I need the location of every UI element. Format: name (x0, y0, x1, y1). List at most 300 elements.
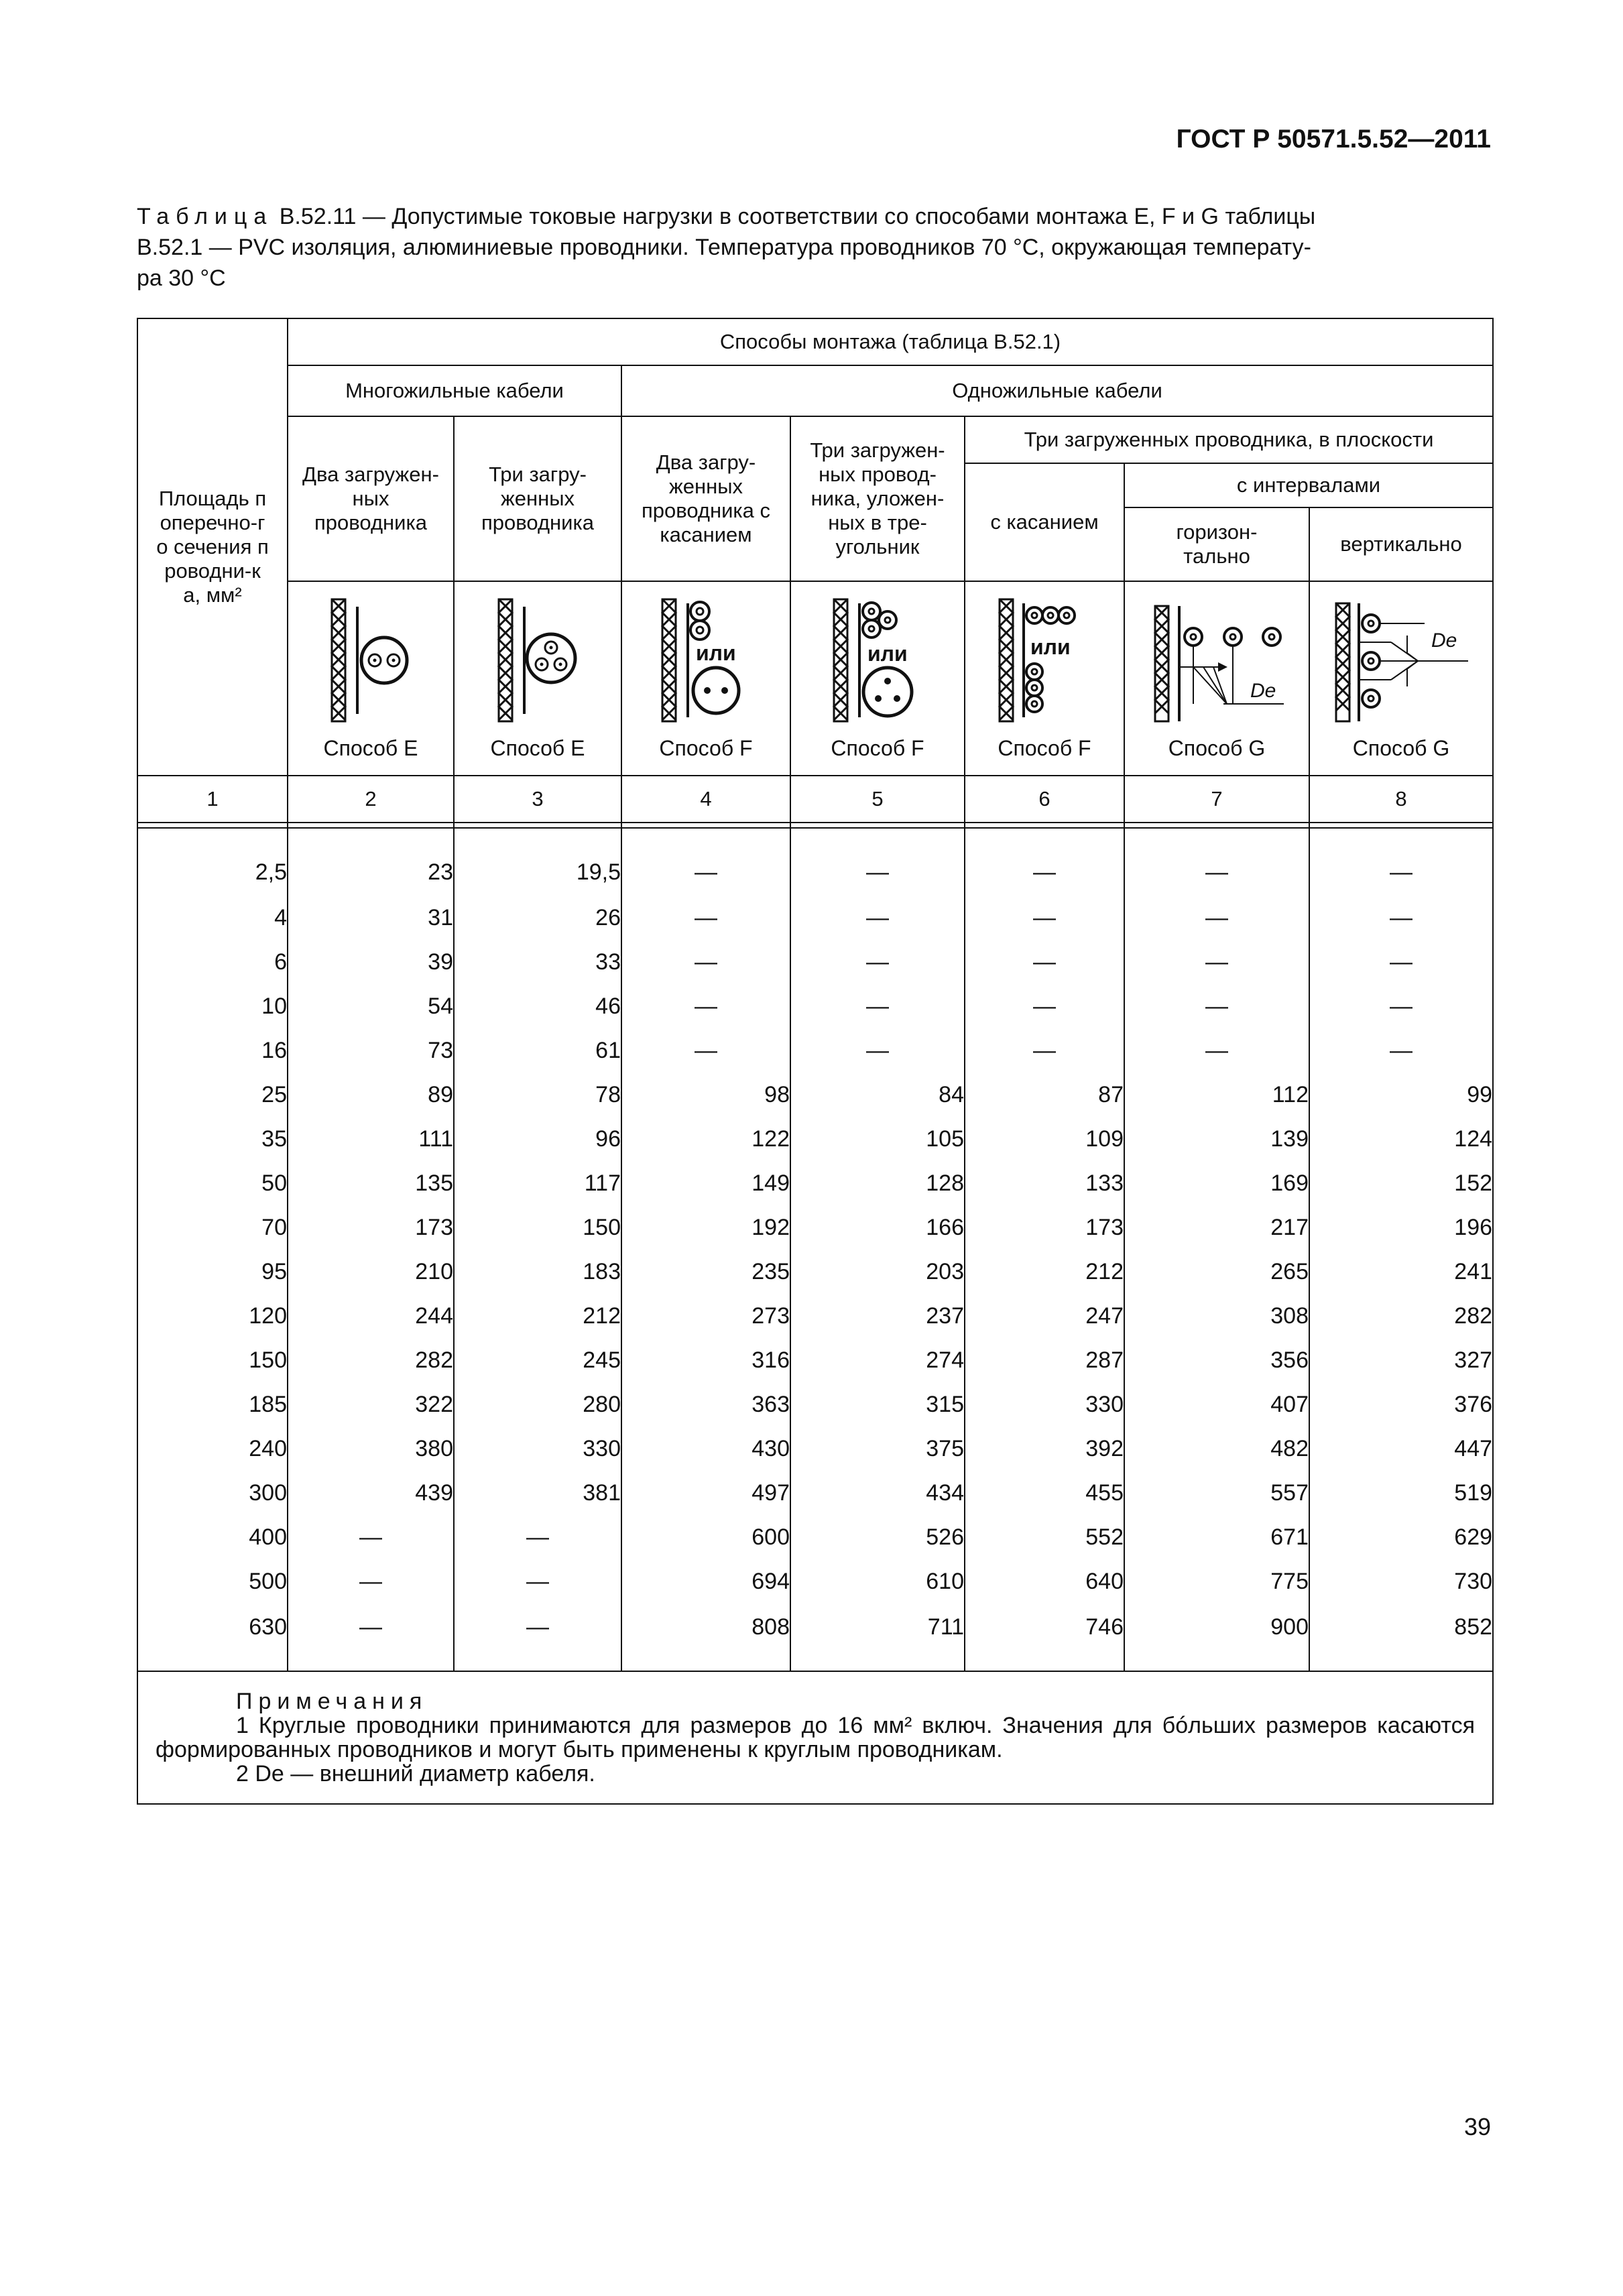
col4-header-text: Два загру-женных проводника с касанием (641, 450, 771, 546)
method-f-two-touching (621, 581, 790, 776)
cell-value: 287 (1085, 1347, 1124, 1373)
current-cell (288, 1250, 454, 1294)
current-cell (790, 1471, 965, 1515)
cell-value: 73 (428, 1038, 453, 1063)
method-f-three-trefoil (790, 581, 965, 776)
current-cell (965, 1427, 1124, 1471)
table-row (137, 1028, 1493, 1073)
cell-value: — (1033, 905, 1056, 930)
method-g-horizontal (1124, 581, 1309, 776)
column-number-row (137, 776, 1493, 823)
current-cell (621, 940, 790, 984)
table-row (137, 984, 1493, 1028)
table-row (137, 1471, 1493, 1515)
current-cell (1309, 1294, 1493, 1338)
cell-value: 330 (583, 1436, 621, 1461)
current-cell (621, 1205, 790, 1250)
current-cell (965, 1028, 1124, 1073)
current-cell (621, 1250, 790, 1294)
cell-value: — (1205, 1038, 1228, 1063)
col-number: 5 (790, 776, 965, 823)
cell-value: 96 (595, 1126, 621, 1152)
cell-value: 4 (274, 905, 287, 930)
current-cell (965, 1604, 1124, 1671)
cell-value: 482 (1270, 1436, 1309, 1461)
current-cell (288, 940, 454, 984)
current-cell (621, 1382, 790, 1427)
current-cell (1124, 984, 1309, 1028)
cell-value: 192 (752, 1215, 790, 1240)
cell-value: — (1390, 859, 1412, 885)
area-cell (137, 1161, 288, 1205)
area-cell (137, 1073, 288, 1117)
cell-value: 308 (1270, 1303, 1309, 1329)
current-cell (1309, 1515, 1493, 1559)
cell-value: 808 (752, 1614, 790, 1640)
current-cell (790, 984, 965, 1028)
current-cell (965, 896, 1124, 940)
cell-value: — (695, 859, 717, 885)
current-cell (621, 1028, 790, 1073)
current-cell (1309, 1471, 1493, 1515)
current-cell (454, 1073, 621, 1117)
current-cell (288, 1427, 454, 1471)
cell-value: 557 (1270, 1480, 1309, 1506)
current-ratings-table (137, 318, 1494, 1805)
current-cell (454, 1559, 621, 1604)
horizontal-header-text: горизон-тально (1176, 520, 1258, 568)
cell-value: — (1205, 859, 1228, 885)
cell-value: 400 (249, 1524, 287, 1550)
cell-value: — (1033, 859, 1056, 885)
method-label: Способ G (1168, 736, 1266, 760)
cell-value: — (359, 1614, 382, 1640)
cell-value: 552 (1085, 1524, 1124, 1550)
current-cell (288, 1382, 454, 1427)
cell-value: 112 (1272, 1082, 1309, 1107)
cell-value: 282 (415, 1347, 453, 1373)
current-cell (621, 1073, 790, 1117)
current-cell (1309, 1161, 1493, 1205)
current-cell (790, 1028, 965, 1073)
cell-value: 150 (249, 1347, 287, 1373)
cell-value: 50 (261, 1170, 287, 1196)
cell-value: 852 (1454, 1614, 1493, 1640)
cell-value: 280 (583, 1392, 621, 1417)
note-2: 2 De — внешний диаметр кабеля. (236, 1761, 595, 1787)
cell-value: 630 (249, 1614, 287, 1640)
area-cell (137, 1205, 288, 1250)
current-cell (790, 828, 965, 896)
current-cell (288, 896, 454, 940)
current-cell (1124, 1205, 1309, 1250)
cell-value: — (866, 1038, 889, 1063)
cell-value: 407 (1270, 1392, 1309, 1417)
col-number: 4 (621, 776, 790, 823)
cell-value: 183 (583, 1259, 621, 1284)
cell-value: 640 (1085, 1569, 1124, 1594)
area-cell (137, 1250, 288, 1294)
col5-header (790, 416, 965, 581)
current-cell (454, 1382, 621, 1427)
current-cell (621, 828, 790, 896)
caption-text-1: В.52.11 — Допустимые токовые нагрузки в соответствии со способами монтажа E, F и G таблицы (273, 204, 1316, 229)
cell-value: 128 (926, 1170, 964, 1196)
cell-value: 196 (1454, 1215, 1493, 1240)
table-row (137, 1073, 1493, 1117)
cell-value: — (359, 1524, 382, 1550)
col-number: 8 (1309, 776, 1493, 823)
area-cell (137, 1427, 288, 1471)
cell-value: 629 (1454, 1524, 1493, 1550)
flat-header: Три загруженных проводника, в плоскости (965, 416, 1493, 463)
current-cell (1124, 1338, 1309, 1382)
cell-value: 25 (261, 1082, 287, 1107)
cell-value: 356 (1270, 1347, 1309, 1373)
cell-value: — (1390, 949, 1412, 975)
cell-value: — (695, 905, 717, 930)
method-label: Способ F (998, 736, 1091, 760)
current-cell (621, 1294, 790, 1338)
cell-value: 173 (415, 1215, 453, 1240)
cell-value: 392 (1085, 1436, 1124, 1461)
area-cell (137, 1559, 288, 1604)
cell-value: 315 (926, 1392, 964, 1417)
cell-value: 671 (1270, 1524, 1309, 1550)
area-header-text: Площадь поперечно-го сечения проводни-ка, мм² (156, 487, 269, 607)
table-row (137, 1382, 1493, 1427)
cell-value: 149 (752, 1170, 790, 1196)
current-cell (790, 1161, 965, 1205)
cell-value: 900 (1270, 1614, 1309, 1640)
current-cell (454, 1028, 621, 1073)
table-row (137, 1161, 1493, 1205)
current-cell (621, 1559, 790, 1604)
table-row (137, 1427, 1493, 1471)
current-cell (288, 1471, 454, 1515)
current-cell (288, 828, 454, 896)
cell-value: 54 (428, 993, 453, 1019)
current-cell (790, 1559, 965, 1604)
cell-value: 212 (583, 1303, 621, 1329)
current-cell (790, 1604, 965, 1671)
col-number: 3 (454, 776, 621, 823)
intervals-header: с интервалами (1124, 463, 1493, 507)
cell-value: 16 (261, 1038, 287, 1063)
cell-value: 109 (1085, 1126, 1124, 1152)
table-row (137, 1604, 1493, 1671)
cell-value: 139 (1270, 1126, 1309, 1152)
col2-header (288, 416, 454, 581)
cell-value: 98 (764, 1082, 790, 1107)
cell-value: 185 (249, 1392, 287, 1417)
current-cell (1124, 1250, 1309, 1294)
current-cell (1309, 1205, 1493, 1250)
current-cell (965, 1515, 1124, 1559)
current-cell (454, 1338, 621, 1382)
current-cell (1124, 1382, 1309, 1427)
cell-value: 282 (1454, 1303, 1493, 1329)
method-f-flat-touching (965, 581, 1124, 776)
col-number: 1 (137, 776, 288, 823)
current-cell (621, 1471, 790, 1515)
current-cell (1309, 1028, 1493, 1073)
cell-value: 2,5 (255, 859, 287, 885)
cell-value: 322 (415, 1392, 453, 1417)
cell-value: 78 (595, 1082, 621, 1107)
cell-value: 19,5 (576, 859, 621, 885)
current-cell (454, 1161, 621, 1205)
current-cell (790, 1073, 965, 1117)
table-row (137, 896, 1493, 940)
cell-value: 23 (428, 859, 453, 885)
table-row (137, 1338, 1493, 1382)
cell-value: — (1390, 1038, 1412, 1063)
cell-value: — (1033, 993, 1056, 1019)
cell-value: — (866, 949, 889, 975)
cell-value: 455 (1085, 1480, 1124, 1506)
cell-value: 6 (274, 949, 287, 975)
current-cell (1309, 1250, 1493, 1294)
or-text: или (1030, 635, 1071, 659)
current-cell (965, 1382, 1124, 1427)
cell-value: 240 (249, 1436, 287, 1461)
area-header (137, 318, 288, 776)
current-cell (790, 1382, 965, 1427)
cell-value: — (866, 905, 889, 930)
note-1: 1 Круглые проводники принимаются для размеров до 16 мм² включ. Значения для бóльших размеров касаются формированных проводников и могут быть применены к круглым проводникам. (156, 1713, 1476, 1762)
current-cell (288, 1117, 454, 1161)
cell-value: 447 (1454, 1436, 1493, 1461)
cell-value: 70 (261, 1215, 287, 1240)
two-core-cable-on-wall-icon (317, 597, 424, 724)
cell-value: 169 (1270, 1170, 1309, 1196)
or-text: или (867, 642, 908, 666)
cell-value: 61 (595, 1038, 621, 1063)
current-cell (965, 1117, 1124, 1161)
cell-value: — (526, 1524, 549, 1550)
area-cell (137, 1382, 288, 1427)
current-cell (621, 1161, 790, 1205)
current-cell (454, 1117, 621, 1161)
current-cell (454, 984, 621, 1028)
col3-header-text: Три загру-женных проводника (481, 463, 594, 534)
current-cell (1124, 1471, 1309, 1515)
current-cell (965, 1294, 1124, 1338)
current-cell (621, 1117, 790, 1161)
cell-value: 105 (926, 1126, 964, 1152)
current-cell (965, 984, 1124, 1028)
cell-value: 265 (1270, 1259, 1309, 1284)
cell-value: 120 (249, 1303, 287, 1329)
cell-value: 439 (415, 1480, 453, 1506)
current-cell (288, 1604, 454, 1671)
notes-title: Примечания (236, 1689, 428, 1714)
current-cell (1124, 1515, 1309, 1559)
current-cell (1124, 896, 1309, 940)
cell-value: 300 (249, 1480, 287, 1506)
horizontal-header (1124, 507, 1309, 581)
cell-value: 497 (752, 1480, 790, 1506)
cell-value: 711 (927, 1614, 964, 1640)
cell-value: 173 (1085, 1215, 1124, 1240)
area-cell (137, 1471, 288, 1515)
current-cell (288, 1559, 454, 1604)
cell-value: 610 (926, 1569, 964, 1594)
current-cell (454, 940, 621, 984)
cell-value: 381 (583, 1480, 621, 1506)
cell-value: 235 (752, 1259, 790, 1284)
current-cell (1309, 896, 1493, 940)
separator-row (137, 823, 1493, 828)
table-row (137, 940, 1493, 984)
cell-value: 327 (1454, 1347, 1493, 1373)
cell-value: 122 (752, 1126, 790, 1152)
cell-value: 430 (752, 1436, 790, 1461)
multicore-header: Многожильные кабели (288, 365, 621, 416)
cell-value: 217 (1270, 1215, 1309, 1240)
current-cell (1309, 984, 1493, 1028)
current-cell (790, 896, 965, 940)
cell-value: 89 (428, 1082, 453, 1107)
current-cell (1309, 1604, 1493, 1671)
current-cell (790, 1294, 965, 1338)
cell-value: 203 (926, 1259, 964, 1284)
cell-value: 99 (1467, 1082, 1493, 1107)
current-cell (790, 1117, 965, 1161)
current-cell (1124, 828, 1309, 896)
cell-value: 31 (428, 905, 453, 930)
method-e-two-core (288, 581, 454, 776)
touching-header: с касанием (965, 463, 1124, 581)
cell-value: 135 (415, 1170, 453, 1196)
area-cell (137, 828, 288, 896)
cell-value: 775 (1270, 1569, 1309, 1594)
cell-value: 245 (583, 1347, 621, 1373)
cell-value: 746 (1085, 1614, 1124, 1640)
data-rows (137, 828, 1493, 1671)
current-cell (965, 828, 1124, 896)
cell-value: 375 (926, 1436, 964, 1461)
current-cell (965, 1073, 1124, 1117)
method-e-three-core (454, 581, 621, 776)
current-cell (454, 1604, 621, 1671)
current-cell (1124, 1559, 1309, 1604)
caption-text-2: В.52.1 — PVC изоляция, алюминиевые проводники. Температура проводников 70 °С, окружающая температу- (137, 235, 1311, 260)
two-single-core-cables-icon (649, 597, 763, 724)
cell-value: 150 (583, 1215, 621, 1240)
method-label: Способ G (1352, 736, 1450, 760)
current-cell (1309, 1073, 1493, 1117)
col5-header-text: Три загружен-ных провод-ника, уложен-ных в тре-угольник (810, 438, 945, 558)
cell-value: 237 (926, 1303, 964, 1329)
current-cell (288, 1338, 454, 1382)
cell-value: 35 (261, 1126, 287, 1152)
current-cell (965, 1205, 1124, 1250)
vertical-header: вертикально (1309, 507, 1493, 581)
current-cell (1124, 1161, 1309, 1205)
cell-value: 210 (415, 1259, 453, 1284)
de-label: De (1431, 629, 1457, 652)
col-number: 6 (965, 776, 1124, 823)
current-cell (621, 1604, 790, 1671)
cell-value: 380 (415, 1436, 453, 1461)
area-cell (137, 1604, 288, 1671)
cell-value: — (1033, 949, 1056, 975)
cell-value: — (695, 993, 717, 1019)
current-cell (1124, 1604, 1309, 1671)
current-cell (965, 1559, 1124, 1604)
cell-value: — (1205, 905, 1228, 930)
current-cell (454, 1471, 621, 1515)
current-cell (965, 1250, 1124, 1294)
table-row (137, 1559, 1493, 1604)
table-row (137, 1515, 1493, 1559)
area-cell (137, 1338, 288, 1382)
cell-value: — (1205, 993, 1228, 1019)
current-cell (965, 1338, 1124, 1382)
current-cell (790, 1427, 965, 1471)
cell-value: 526 (926, 1524, 964, 1550)
cell-value: 133 (1085, 1170, 1124, 1196)
cell-value: 111 (418, 1126, 453, 1152)
table-caption (137, 201, 1492, 294)
col-number: 7 (1124, 776, 1309, 823)
current-cell (1124, 1427, 1309, 1471)
current-cell (454, 1294, 621, 1338)
horizontal-spaced-cables-icon (1143, 597, 1290, 724)
cell-value: 241 (1454, 1259, 1493, 1284)
current-cell (790, 1338, 965, 1382)
area-cell (137, 1117, 288, 1161)
area-cell (137, 1294, 288, 1338)
cell-value: 33 (595, 949, 621, 975)
cell-value: 273 (752, 1303, 790, 1329)
cell-value: 39 (428, 949, 453, 975)
current-cell (454, 896, 621, 940)
notes (137, 1671, 1493, 1804)
col-number: 2 (288, 776, 454, 823)
cell-value: 363 (752, 1392, 790, 1417)
current-cell (790, 1515, 965, 1559)
methods-header: Способы монтажа (таблица В.52.1) (288, 318, 1493, 365)
cell-value: — (1390, 905, 1412, 930)
current-cell (1309, 828, 1493, 896)
current-cell (1124, 1294, 1309, 1338)
area-cell (137, 896, 288, 940)
current-cell (1124, 1117, 1309, 1161)
cell-value: 247 (1085, 1303, 1124, 1329)
current-cell (1309, 1117, 1493, 1161)
current-cell (790, 1205, 965, 1250)
page-number: 39 (1463, 2113, 1491, 2140)
current-cell (454, 1205, 621, 1250)
method-label: Способ E (323, 736, 418, 760)
table-row (137, 828, 1493, 896)
current-cell (454, 828, 621, 896)
cell-value: 124 (1454, 1126, 1493, 1152)
table-row (137, 1205, 1493, 1250)
current-cell (288, 1161, 454, 1205)
cell-value: 26 (595, 905, 621, 930)
area-cell (137, 1028, 288, 1073)
vertical-spaced-cables-icon (1324, 597, 1478, 724)
method-label: Способ F (831, 736, 924, 760)
cell-value: 212 (1085, 1259, 1124, 1284)
cell-value: 316 (752, 1347, 790, 1373)
current-cell (1309, 1427, 1493, 1471)
current-cell (1309, 1559, 1493, 1604)
